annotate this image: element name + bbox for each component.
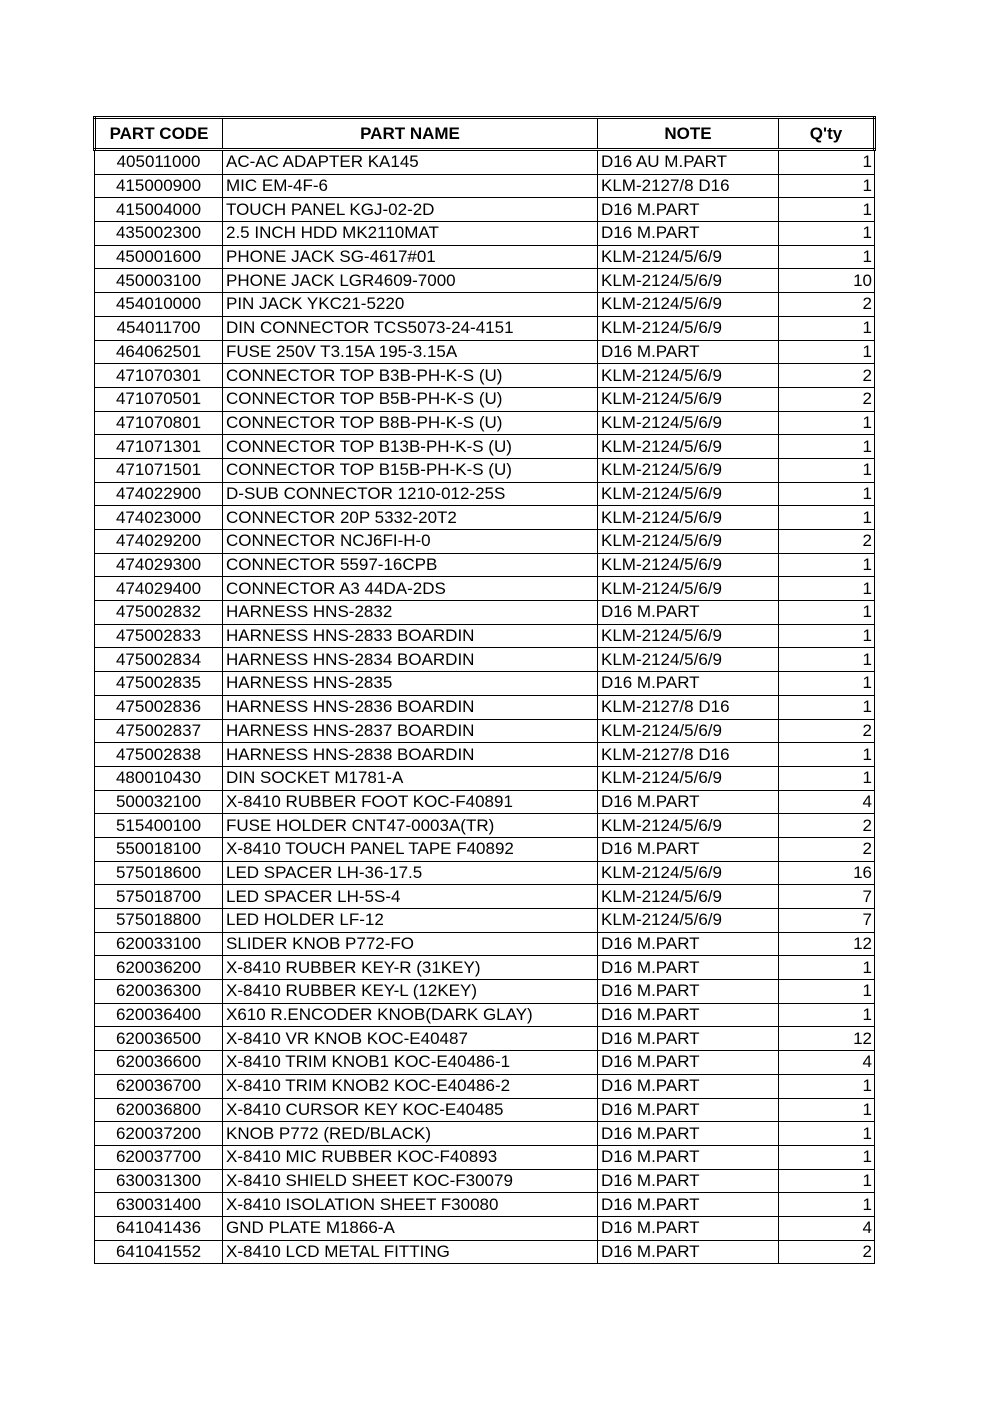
part-name-cell: HARNESS HNS-2833 BOARDIN <box>223 624 598 648</box>
qty-cell: 1 <box>779 624 875 648</box>
qty-cell: 1 <box>779 222 875 246</box>
table-row <box>95 1003 875 1027</box>
part-name-cell: CONNECTOR NCJ6FI-H-0 <box>223 530 598 554</box>
note-cell: D16 M.PART <box>598 1051 779 1075</box>
part-code-cell: 575018800 <box>95 909 223 933</box>
part-code-cell: 575018600 <box>95 861 223 885</box>
note-cell: KLM-2124/5/6/9 <box>598 245 779 269</box>
part-name-cell: MIC EM-4F-6 <box>223 174 598 198</box>
part-name-cell: X-8410 RUBBER KEY-L (12KEY) <box>223 980 598 1004</box>
part-name-cell: TOUCH PANEL KGJ-02-2D <box>223 198 598 222</box>
part-code-cell: 641041436 <box>95 1216 223 1240</box>
note-cell: KLM-2124/5/6/9 <box>598 458 779 482</box>
part-code-cell: 471071301 <box>95 435 223 459</box>
note-cell: D16 M.PART <box>598 1122 779 1146</box>
note-cell: D16 M.PART <box>598 1074 779 1098</box>
part-code-cell: 620036300 <box>95 980 223 1004</box>
part-code-cell: 630031300 <box>95 1169 223 1193</box>
qty-cell: 1 <box>779 506 875 530</box>
part-code-cell: 575018700 <box>95 885 223 909</box>
table-row <box>95 316 875 340</box>
part-name-cell: GND PLATE M1866-A <box>223 1216 598 1240</box>
note-cell: KLM-2127/8 D16 <box>598 743 779 767</box>
table-row <box>95 861 875 885</box>
note-cell: KLM-2124/5/6/9 <box>598 577 779 601</box>
part-code-cell: 475002838 <box>95 743 223 767</box>
qty-cell: 2 <box>779 837 875 861</box>
part-code-cell: 480010430 <box>95 766 223 790</box>
part-code-cell: 450001600 <box>95 245 223 269</box>
part-name-cell: X-8410 RUBBER KEY-R (31KEY) <box>223 956 598 980</box>
table-row <box>95 482 875 506</box>
part-name-cell: X-8410 SHIELD SHEET KOC-F30079 <box>223 1169 598 1193</box>
part-code-cell: 641041552 <box>95 1240 223 1264</box>
qty-cell: 2 <box>779 1240 875 1264</box>
qty-cell: 1 <box>779 1193 875 1217</box>
table-row <box>95 1240 875 1264</box>
qty-cell: 1 <box>779 1169 875 1193</box>
note-cell: D16 M.PART <box>598 1240 779 1264</box>
qty-cell: 1 <box>779 695 875 719</box>
header-part-code: PART CODE <box>95 118 223 150</box>
part-name-cell: HARNESS HNS-2836 BOARDIN <box>223 695 598 719</box>
note-cell: KLM-2124/5/6/9 <box>598 364 779 388</box>
header-qty: Q'ty <box>779 118 875 150</box>
table-row <box>95 364 875 388</box>
table-row <box>95 814 875 838</box>
qty-cell: 12 <box>779 932 875 956</box>
qty-cell: 1 <box>779 766 875 790</box>
table-row <box>95 150 875 175</box>
table-row <box>95 766 875 790</box>
part-code-cell: 630031400 <box>95 1193 223 1217</box>
part-name-cell: CONNECTOR TOP B13B-PH-K-S (U) <box>223 435 598 459</box>
header-part-name: PART NAME <box>223 118 598 150</box>
part-code-cell: 620036200 <box>95 956 223 980</box>
note-cell: KLM-2124/5/6/9 <box>598 530 779 554</box>
part-code-cell: 471071501 <box>95 458 223 482</box>
table-row <box>95 932 875 956</box>
part-name-cell: KNOB P772 (RED/BLACK) <box>223 1122 598 1146</box>
part-code-cell: 550018100 <box>95 837 223 861</box>
note-cell: D16 AU M.PART <box>598 150 779 175</box>
qty-cell: 1 <box>779 743 875 767</box>
note-cell: KLM-2124/5/6/9 <box>598 648 779 672</box>
note-cell: D16 M.PART <box>598 956 779 980</box>
table-row <box>95 719 875 743</box>
part-name-cell: CONNECTOR 20P 5332-20T2 <box>223 506 598 530</box>
part-code-cell: 450003100 <box>95 269 223 293</box>
part-name-cell: X-8410 RUBBER FOOT KOC-F40891 <box>223 790 598 814</box>
part-code-cell: 620036500 <box>95 1027 223 1051</box>
note-cell: D16 M.PART <box>598 1193 779 1217</box>
table-row <box>95 672 875 696</box>
note-cell: D16 M.PART <box>598 672 779 696</box>
header-row <box>95 118 875 150</box>
part-name-cell: X-8410 VR KNOB KOC-E40487 <box>223 1027 598 1051</box>
table-row <box>95 1145 875 1169</box>
note-cell: KLM-2124/5/6/9 <box>598 624 779 648</box>
note-cell: D16 M.PART <box>598 837 779 861</box>
qty-cell: 1 <box>779 1122 875 1146</box>
qty-cell: 4 <box>779 1216 875 1240</box>
part-code-cell: 620037700 <box>95 1145 223 1169</box>
part-name-cell: HARNESS HNS-2837 BOARDIN <box>223 719 598 743</box>
part-name-cell: CONNECTOR 5597-16CPB <box>223 553 598 577</box>
table-row <box>95 1027 875 1051</box>
part-code-cell: 475002833 <box>95 624 223 648</box>
note-cell: D16 M.PART <box>598 980 779 1004</box>
qty-cell: 1 <box>779 980 875 1004</box>
note-cell: D16 M.PART <box>598 1098 779 1122</box>
table-row <box>95 269 875 293</box>
note-cell: KLM-2124/5/6/9 <box>598 506 779 530</box>
note-cell: KLM-2127/8 D16 <box>598 695 779 719</box>
part-name-cell: PIN JACK YKC21-5220 <box>223 293 598 317</box>
part-code-cell: 435002300 <box>95 222 223 246</box>
table-row <box>95 648 875 672</box>
note-cell: D16 M.PART <box>598 198 779 222</box>
part-name-cell: FUSE HOLDER CNT47-0003A(TR) <box>223 814 598 838</box>
part-name-cell: FUSE 250V T3.15A 195-3.15A <box>223 340 598 364</box>
table-row <box>95 695 875 719</box>
note-cell: D16 M.PART <box>598 932 779 956</box>
table-row <box>95 506 875 530</box>
table-row <box>95 956 875 980</box>
part-name-cell: PHONE JACK LGR4609-7000 <box>223 269 598 293</box>
qty-cell: 1 <box>779 648 875 672</box>
qty-cell: 4 <box>779 790 875 814</box>
table-row <box>95 530 875 554</box>
note-cell: KLM-2124/5/6/9 <box>598 909 779 933</box>
note-cell: KLM-2124/5/6/9 <box>598 766 779 790</box>
qty-cell: 1 <box>779 1145 875 1169</box>
qty-cell: 2 <box>779 387 875 411</box>
part-name-cell: LED SPACER LH-36-17.5 <box>223 861 598 885</box>
table-row <box>95 1051 875 1075</box>
table-row <box>95 1193 875 1217</box>
note-cell: KLM-2124/5/6/9 <box>598 553 779 577</box>
note-cell: KLM-2124/5/6/9 <box>598 861 779 885</box>
part-name-cell: SLIDER KNOB P772-FO <box>223 932 598 956</box>
qty-cell: 1 <box>779 411 875 435</box>
note-cell: KLM-2124/5/6/9 <box>598 435 779 459</box>
part-code-cell: 475002836 <box>95 695 223 719</box>
part-name-cell: X-8410 MIC RUBBER KOC-F40893 <box>223 1145 598 1169</box>
part-code-cell: 405011000 <box>95 150 223 175</box>
table-row <box>95 174 875 198</box>
part-name-cell: DIN SOCKET M1781-A <box>223 766 598 790</box>
note-cell: D16 M.PART <box>598 1169 779 1193</box>
part-code-cell: 475002832 <box>95 601 223 625</box>
part-code-cell: 415000900 <box>95 174 223 198</box>
part-name-cell: X610 R.ENCODER KNOB(DARK GLAY) <box>223 1003 598 1027</box>
qty-cell: 1 <box>779 672 875 696</box>
part-name-cell: AC-AC ADAPTER KA145 <box>223 150 598 175</box>
part-name-cell: PHONE JACK SG-4617#01 <box>223 245 598 269</box>
note-cell: KLM-2124/5/6/9 <box>598 387 779 411</box>
part-name-cell: HARNESS HNS-2834 BOARDIN <box>223 648 598 672</box>
part-code-cell: 464062501 <box>95 340 223 364</box>
qty-cell: 1 <box>779 577 875 601</box>
table-header <box>95 118 875 150</box>
part-code-cell: 620033100 <box>95 932 223 956</box>
qty-cell: 7 <box>779 885 875 909</box>
note-cell: D16 M.PART <box>598 1145 779 1169</box>
part-code-cell: 515400100 <box>95 814 223 838</box>
part-name-cell: 2.5 INCH HDD MK2110MAT <box>223 222 598 246</box>
part-code-cell: 415004000 <box>95 198 223 222</box>
part-name-cell: CONNECTOR TOP B8B-PH-K-S (U) <box>223 411 598 435</box>
part-name-cell: HARNESS HNS-2838 BOARDIN <box>223 743 598 767</box>
part-code-cell: 620036800 <box>95 1098 223 1122</box>
table-row <box>95 387 875 411</box>
note-cell: KLM-2124/5/6/9 <box>598 719 779 743</box>
part-name-cell: X-8410 TRIM KNOB1 KOC-E40486-1 <box>223 1051 598 1075</box>
part-code-cell: 454010000 <box>95 293 223 317</box>
part-name-cell: X-8410 TOUCH PANEL TAPE F40892 <box>223 837 598 861</box>
table-row <box>95 601 875 625</box>
table-row <box>95 458 875 482</box>
part-name-cell: HARNESS HNS-2832 <box>223 601 598 625</box>
part-code-cell: 474029200 <box>95 530 223 554</box>
qty-cell: 2 <box>779 293 875 317</box>
part-code-cell: 471070501 <box>95 387 223 411</box>
table-row <box>95 553 875 577</box>
part-code-cell: 475002837 <box>95 719 223 743</box>
qty-cell: 1 <box>779 340 875 364</box>
note-cell: D16 M.PART <box>598 1027 779 1051</box>
qty-cell: 12 <box>779 1027 875 1051</box>
qty-cell: 1 <box>779 435 875 459</box>
qty-cell: 2 <box>779 364 875 388</box>
note-cell: D16 M.PART <box>598 790 779 814</box>
note-cell: D16 M.PART <box>598 601 779 625</box>
qty-cell: 1 <box>779 245 875 269</box>
part-name-cell: CONNECTOR A3 44DA-2DS <box>223 577 598 601</box>
qty-cell: 2 <box>779 530 875 554</box>
table-row <box>95 340 875 364</box>
table-row <box>95 909 875 933</box>
part-name-cell: CONNECTOR TOP B15B-PH-K-S (U) <box>223 458 598 482</box>
qty-cell: 1 <box>779 1098 875 1122</box>
part-name-cell: CONNECTOR TOP B3B-PH-K-S (U) <box>223 364 598 388</box>
table-row <box>95 1098 875 1122</box>
qty-cell: 1 <box>779 174 875 198</box>
header-note: NOTE <box>598 118 779 150</box>
part-name-cell: HARNESS HNS-2835 <box>223 672 598 696</box>
qty-cell: 16 <box>779 861 875 885</box>
table-row <box>95 837 875 861</box>
table-row <box>95 1122 875 1146</box>
note-cell: KLM-2124/5/6/9 <box>598 269 779 293</box>
part-code-cell: 620036600 <box>95 1051 223 1075</box>
note-cell: D16 M.PART <box>598 1216 779 1240</box>
note-cell: D16 M.PART <box>598 340 779 364</box>
part-code-cell: 475002835 <box>95 672 223 696</box>
qty-cell: 10 <box>779 269 875 293</box>
table-row <box>95 245 875 269</box>
table-row <box>95 1074 875 1098</box>
part-name-cell: LED SPACER LH-5S-4 <box>223 885 598 909</box>
qty-cell: 2 <box>779 719 875 743</box>
note-cell: KLM-2124/5/6/9 <box>598 293 779 317</box>
table-row <box>95 1216 875 1240</box>
part-code-cell: 475002834 <box>95 648 223 672</box>
table-body <box>95 150 875 1264</box>
part-code-cell: 500032100 <box>95 790 223 814</box>
part-code-cell: 620036400 <box>95 1003 223 1027</box>
table-row <box>95 411 875 435</box>
table-row <box>95 435 875 459</box>
table-row <box>95 198 875 222</box>
note-cell: KLM-2124/5/6/9 <box>598 411 779 435</box>
table-row <box>95 790 875 814</box>
note-cell: D16 M.PART <box>598 222 779 246</box>
part-code-cell: 620037200 <box>95 1122 223 1146</box>
qty-cell: 1 <box>779 150 875 175</box>
part-name-cell: CONNECTOR TOP B5B-PH-K-S (U) <box>223 387 598 411</box>
qty-cell: 7 <box>779 909 875 933</box>
table-row <box>95 222 875 246</box>
part-code-cell: 471070801 <box>95 411 223 435</box>
qty-cell: 1 <box>779 601 875 625</box>
note-cell: KLM-2124/5/6/9 <box>598 814 779 838</box>
part-name-cell: X-8410 CURSOR KEY KOC-E40485 <box>223 1098 598 1122</box>
note-cell: KLM-2124/5/6/9 <box>598 885 779 909</box>
part-name-cell: X-8410 TRIM KNOB2 KOC-E40486-2 <box>223 1074 598 1098</box>
table-row <box>95 624 875 648</box>
table-row <box>95 1169 875 1193</box>
note-cell: D16 M.PART <box>598 1003 779 1027</box>
table-row <box>95 743 875 767</box>
qty-cell: 1 <box>779 1074 875 1098</box>
note-cell: KLM-2127/8 D16 <box>598 174 779 198</box>
part-code-cell: 454011700 <box>95 316 223 340</box>
part-name-cell: D-SUB CONNECTOR 1210-012-25S <box>223 482 598 506</box>
qty-cell: 4 <box>779 1051 875 1075</box>
part-code-cell: 471070301 <box>95 364 223 388</box>
part-code-cell: 474029400 <box>95 577 223 601</box>
table-row <box>95 577 875 601</box>
qty-cell: 1 <box>779 458 875 482</box>
part-code-cell: 620036700 <box>95 1074 223 1098</box>
part-code-cell: 474029300 <box>95 553 223 577</box>
qty-cell: 1 <box>779 482 875 506</box>
qty-cell: 2 <box>779 814 875 838</box>
note-cell: KLM-2124/5/6/9 <box>598 316 779 340</box>
qty-cell: 1 <box>779 1003 875 1027</box>
table-row <box>95 885 875 909</box>
qty-cell: 1 <box>779 553 875 577</box>
part-name-cell: X-8410 LCD METAL FITTING <box>223 1240 598 1264</box>
table-row <box>95 293 875 317</box>
note-cell: KLM-2124/5/6/9 <box>598 482 779 506</box>
part-name-cell: X-8410 ISOLATION SHEET F30080 <box>223 1193 598 1217</box>
part-name-cell: DIN CONNECTOR TCS5073-24-4151 <box>223 316 598 340</box>
parts-table <box>93 116 876 1264</box>
part-name-cell: LED HOLDER LF-12 <box>223 909 598 933</box>
table-row <box>95 980 875 1004</box>
qty-cell: 1 <box>779 956 875 980</box>
part-code-cell: 474023000 <box>95 506 223 530</box>
qty-cell: 1 <box>779 198 875 222</box>
qty-cell: 1 <box>779 316 875 340</box>
part-code-cell: 474022900 <box>95 482 223 506</box>
